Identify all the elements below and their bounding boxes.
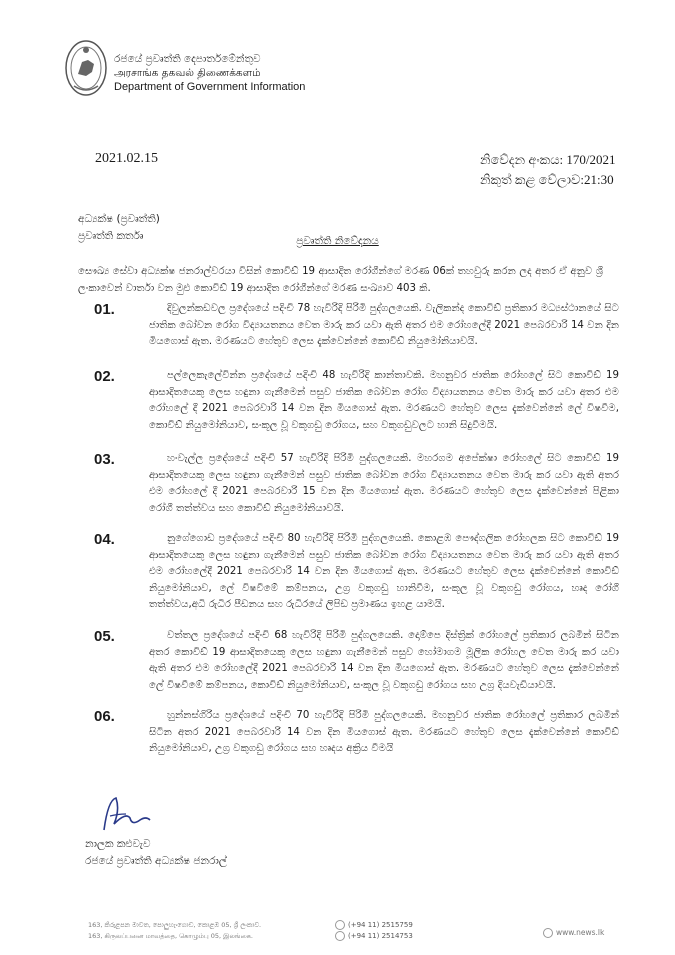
entry-text: නුගේගොඩ ප්‍රදේශයේ පදිංචි 80 හැවිරිදි පිරිමි පුද්ගලයෙකි. කොළඹ පෞද්ගලික රෝහලක සිට කොවිඩ් 19 ආසාදිතයෙකු ලෙස හඳුනා ගැනීමෙන් පසුව ජාතික බෝවන රෝග විද්‍යායතනය වෙත මාරු කර යවා ඇති අතර එම රෝහලේදී 2021 පෙබරවාරි 14 වන දින මියගොස් ඇත. මරණයට හේතුව ලෙස දැක්වෙන්නේ කොවිඩ් නියුමෝනියාව, ලේ විෂවීමේ කම්පනය, උග්‍ර වකුගඩු හානිවීම, සංකූල වූ වකුගඩු රෝගය, හෘද රෝගී තත්ත්වය,අධි රුධිර පීඩනය සහ රුධිරයේ ලිපිඩ ප්‍රමාණය ඉහළ යාමයි. xyxy=(149,533,619,610)
death-entry-4 xyxy=(94,531,619,614)
death-entry-5 xyxy=(94,628,619,694)
fax-number: (+94 11) 2514753 xyxy=(348,932,413,940)
department-name-tamil: அரசாங்க தகவல் திணைக்களம் xyxy=(114,67,261,79)
entry-text: හුන්නස්ගිරිය ප්‍රදේශයේ පදිංචි 70 හැවිරිදි පිරිමි පුද්ගලයෙකි. මහනුවර ජාතික රෝහලේ ප්‍රතිකාර ලබමින් සිටින අතර 2021 පෙබරවාරි 14 වන දින මියගොස් ඇත. මරණයට හේතුව ලෙස දැක්වෙන්නේ කොවිඩ් නියුමෝනියාව, උග්‍ර වකුගඩු රෝගය සහ හෘදය අක්‍රිය වීමයි xyxy=(149,710,619,754)
fax-icon xyxy=(335,931,345,941)
address-tamil: 163, கிருலப்பனை மாவத்தை, கொழும்பு 05, இலங்கை. xyxy=(88,932,253,940)
entry-text: වත්තල ප්‍රදේශයේ පදිංචි 68 හැවිරිදි පිරිමි පුද්ගලයෙකි. දොම්පෙ දිස්ත්‍රික් රෝහලේ ප්‍රතිකාර ලබමින් සිටින අතර කොවිඩ් 19 ආසාදිතයෙකු ලෙස හඳුනා ගැනීමෙන් පසුව හෝමාගම මූලික රෝහල වෙත මාරු කර යවා ඇති අතර එම රෝහලේදී 2021 පෙබරවාරි 14 වන දින මියගොස් ඇත. මරණයට හේතුව ලෙස දැක්වෙන්නේ ලේ විෂවීමේ කම්පනය, කොවිඩ් නියුමෝනියාව, සංකූල වූ වකුගඩු රෝගය සහ උග්‍ර දියවැඩියාවයි. xyxy=(149,630,619,691)
entry-text: හංවැල්ල ප්‍රදේශයේ පදිංචි 57 හැවිරිදි පිරිමි පුද්ගලයෙකි. මහරගම අපේක්ෂා රෝහලේ සිට කොවිඩ් 19 ආසාදිතයෙකු ලෙස හඳුනා ගැනීමෙන් පසුව ජාතික බෝවන රෝග විද්‍යායතනය වෙත මාරු කර යවා ඇති අතර එම රෝහලේ දී 2021 පෙබරවාරි 15 වන දින මියගොස් ඇත. මරණයට හේතුව ලෙස දැක්වෙන්නේ පිළිකා රෝගී තත්ත්වය සහ කොවිඩ් නියුමෝනියාවයි. xyxy=(149,453,619,514)
footer-contact xyxy=(335,920,413,942)
address-sinhala: 163, කිරුළපන මාවත, පොලුහැංගොඩ, කොළඹ 05, ශ්‍රී ලංකාව. xyxy=(88,921,262,929)
intro-paragraph: සෞඛ්‍ය සේවා අධ්‍යක්ෂ ජනරාල්වරයා විසින් කොවිඩ් 19 ආසාදිත රෝගීන්ගේ මරණ 06ක් තහවුරු කරන ලද අතර ඒ අනුව ශ්‍රී ලංකාවෙන් වාර්තා වන මුළු කොවිඩ් 19 ආසාදිත රෝගීන්ගේ මරණ සංඛ්‍යාව 403 කි. xyxy=(78,266,603,294)
entry-number: 02. xyxy=(94,368,115,385)
department-name-english: Department of Government Information xyxy=(114,81,306,93)
recipient-line-2: ප්‍රවෘත්ති කර්තෘ xyxy=(78,230,144,242)
signatory-block xyxy=(85,836,227,870)
entry-number: 05. xyxy=(94,628,115,645)
department-header xyxy=(114,52,305,94)
death-entry-6 xyxy=(94,708,619,758)
entry-number: 04. xyxy=(94,531,115,548)
phone-icon xyxy=(335,920,345,930)
telephone-number: (+94 11) 2515759 xyxy=(348,921,413,929)
department-name-sinhala: රජයේ ප්‍රවෘත්ති දෙපාර්තමේන්තුව xyxy=(114,53,261,65)
recipient-line-1: අධ්‍යක්ෂ (ප්‍රවෘත්ති) xyxy=(78,213,160,225)
document-title-text: ප්‍රවෘත්ති නිවේදනය xyxy=(296,235,379,247)
globe-icon xyxy=(543,928,553,938)
entry-text: දිවුලන්කඩවල ප්‍රදේශයේ පදිංචි 78 හැවිරිදි පිරිමි පුද්ගලයෙකි. වැලිකන්ද කොවිඩ් ප්‍රතිකාර මධ්‍යස්ථානයේ සිට ජාතික බෝවන රෝග විද්‍යායතනය වෙත මාරු කර යවා ඇති අතර එම රෝහලේදී 2021 පෙබරවාරි 14 වන දින මියගොස් ඇත. මරණයට හේතුව ලෙස දැක්වෙන්නේ කොවිඩ් නියුමෝනියාවයි. xyxy=(149,303,619,347)
document-date: 2021.02.15 xyxy=(95,151,158,166)
death-entry-2 xyxy=(94,368,619,434)
handwritten-signature xyxy=(96,790,156,840)
release-number: නිවේදන අංකය: 170/2021 xyxy=(480,152,616,167)
footer-website xyxy=(543,928,604,938)
footer-address xyxy=(88,920,261,942)
entry-number: 06. xyxy=(94,708,115,725)
signatory-title: රජයේ ප්‍රවෘත්ති අධ්‍යක්ෂ ජනරාල් xyxy=(85,855,227,867)
entry-number: 01. xyxy=(94,301,115,318)
entry-text: පල්ලෙකැලේවින්න ප්‍රදේශයේ පදිංචි 48 හැවිරිදි කාන්තාවකි. මහනුවර ජාතික රෝහලේ සිට කොවිඩ් 19 ආසාදිතයෙකු ලෙස හඳුනා ගැනීමෙන් පසුව ජාතික බෝවන රෝග විද්‍යායතනය වෙත මාරු කර යවා අතර එම රෝහලේ දී 2021 පෙබරවාරි 14 වන දින මියගොස් ඇත. මරණයට හේතුව ලෙස දැක්වෙන්නේ ලේ විෂවීම, කොවිඩ් නියුමෝනියාව, සංකූල වූ වකුගඩු රෝගය, සහ වකුගඩුවලට හානි සිදුවීමයි. xyxy=(149,370,619,431)
document-title xyxy=(0,235,675,248)
entry-number: 03. xyxy=(94,451,115,468)
government-emblem-icon xyxy=(64,38,108,98)
telephone-row xyxy=(335,920,413,931)
website-url: www.news.lk xyxy=(556,928,605,937)
death-entry-1 xyxy=(94,301,619,351)
signatory-name: නාලක කළුවැව xyxy=(85,838,151,850)
fax-row xyxy=(335,931,413,942)
release-time: නිකුත් කළ වේලාව:21:30 xyxy=(480,172,614,187)
death-entry-3 xyxy=(94,451,619,517)
release-reference xyxy=(480,150,616,190)
